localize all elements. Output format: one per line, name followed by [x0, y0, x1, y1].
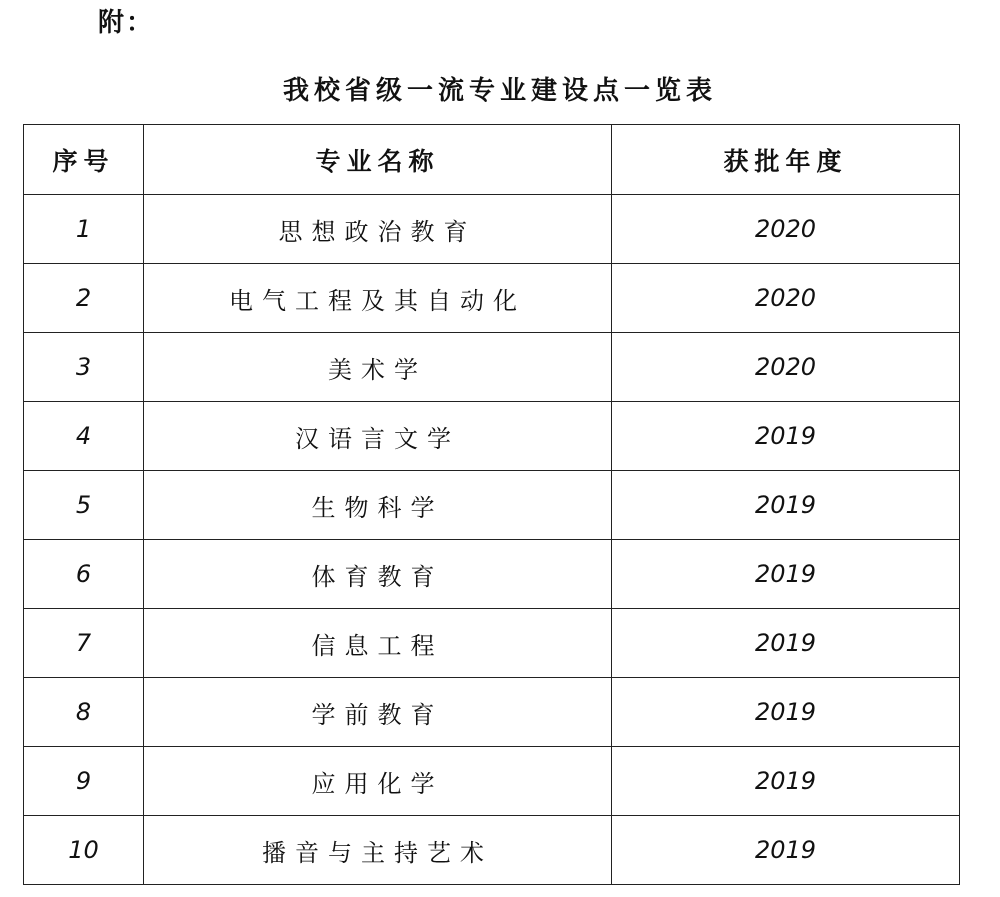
- table-row: [24, 540, 960, 609]
- attachment-label: 附：: [98, 8, 155, 38]
- header-serial-number: 序号: [24, 125, 144, 195]
- major-name-cell: 美术学: [144, 333, 612, 402]
- serial-number-cell: 3: [24, 333, 144, 402]
- serial-number-cell: 4: [24, 402, 144, 471]
- table-row: [24, 264, 960, 333]
- approval-year-cell: 2019: [612, 747, 960, 816]
- table-row: [24, 747, 960, 816]
- table-row: [24, 333, 960, 402]
- major-name-cell: 电气工程及其自动化: [144, 264, 612, 333]
- serial-number-cell: 1: [24, 195, 144, 264]
- table-row: [24, 471, 960, 540]
- document-title: 我校省级一流专业建设点一览表: [282, 76, 717, 106]
- table-row: [24, 195, 960, 264]
- approval-year-cell: 2020: [612, 264, 960, 333]
- approval-year-cell: 2019: [612, 678, 960, 747]
- table-row: [24, 678, 960, 747]
- table-row: [24, 609, 960, 678]
- major-name-cell: 体育教育: [144, 540, 612, 609]
- major-name-cell: 播音与主持艺术: [144, 816, 612, 885]
- table-row: [24, 402, 960, 471]
- major-name-cell: 汉语言文学: [144, 402, 612, 471]
- serial-number-cell: 2: [24, 264, 144, 333]
- header-major-name: 专业名称: [144, 125, 612, 195]
- major-name-cell: 应用化学: [144, 747, 612, 816]
- major-name-cell: 思想政治教育: [144, 195, 612, 264]
- table-row: [24, 816, 960, 885]
- approval-year-cell: 2019: [612, 471, 960, 540]
- serial-number-cell: 7: [24, 609, 144, 678]
- major-name-cell: 学前教育: [144, 678, 612, 747]
- major-name-cell: 生物科学: [144, 471, 612, 540]
- serial-number-cell: 5: [24, 471, 144, 540]
- approval-year-cell: 2019: [612, 609, 960, 678]
- approval-year-cell: 2019: [612, 540, 960, 609]
- serial-number-cell: 6: [24, 540, 144, 609]
- serial-number-cell: 10: [24, 816, 144, 885]
- major-name-cell: 信息工程: [144, 609, 612, 678]
- serial-number-cell: 9: [24, 747, 144, 816]
- approval-year-cell: 2019: [612, 816, 960, 885]
- header-approval-year: 获批年度: [612, 125, 960, 195]
- approval-year-cell: 2019: [612, 402, 960, 471]
- serial-number-cell: 8: [24, 678, 144, 747]
- approval-year-cell: 2020: [612, 333, 960, 402]
- major-list-table: [23, 124, 960, 885]
- table-header-row: [24, 125, 960, 195]
- approval-year-cell: 2020: [612, 195, 960, 264]
